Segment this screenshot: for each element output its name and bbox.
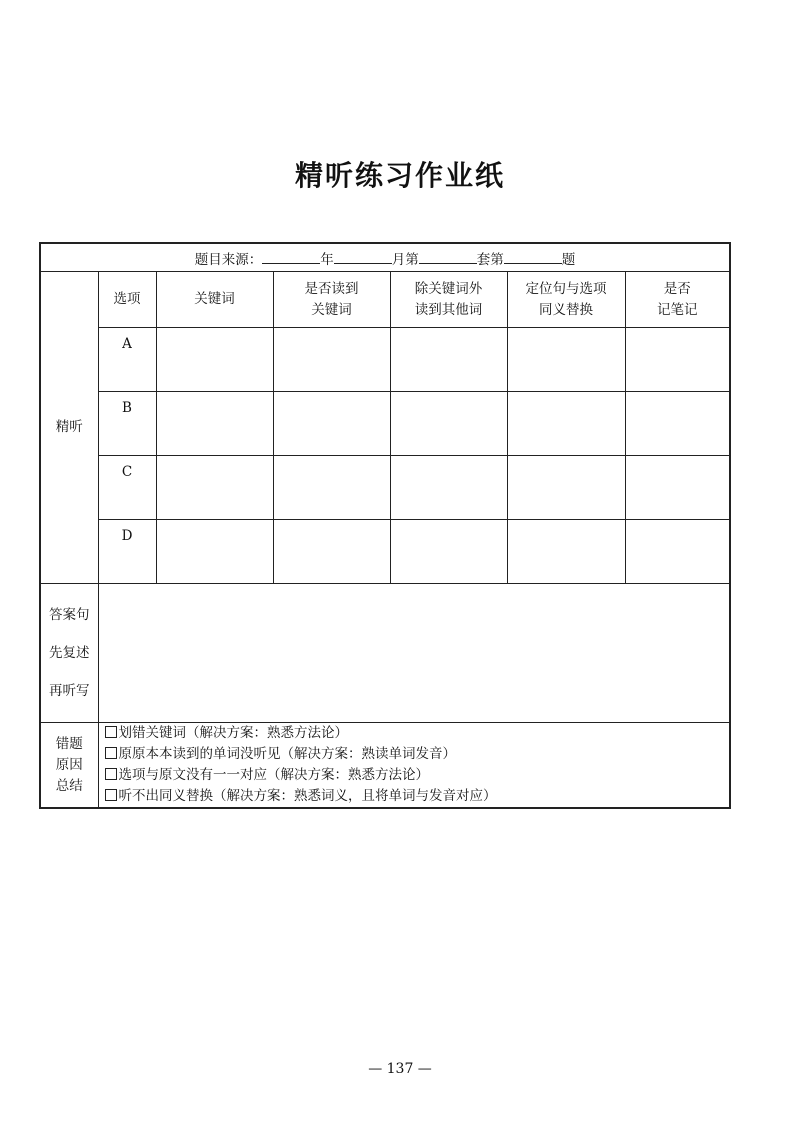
checkbox-icon[interactable] [105, 747, 117, 759]
header-other-words: 除关键词外 读到其他词 [390, 272, 507, 328]
header-option: 选项 [98, 272, 156, 328]
synonym-cell[interactable] [507, 392, 625, 456]
page-title: 精听练习作业纸 [294, 159, 505, 192]
header-synonym: 定位句与选项 同义替换 [507, 272, 625, 328]
month-set-label: 月第 [391, 251, 419, 268]
heard-keyword-cell[interactable] [273, 456, 390, 520]
heard-keyword-cell[interactable] [273, 328, 390, 392]
month-blank[interactable] [334, 251, 392, 264]
header-keyword: 关键词 [156, 272, 273, 328]
worksheet-table [39, 242, 731, 809]
page-number: — 137 — [368, 1061, 432, 1077]
checkbox-icon[interactable] [105, 768, 117, 780]
other-words-cell[interactable] [390, 520, 507, 584]
checkbox-icon[interactable] [105, 789, 117, 801]
notes-cell[interactable] [625, 328, 730, 392]
header-row [40, 272, 730, 328]
error-item[interactable]: 划错关键词（解决方案：熟悉方法论） [105, 723, 730, 744]
option-row [40, 520, 730, 584]
keyword-cell[interactable] [156, 456, 273, 520]
error-item[interactable]: 选项与原文没有一一对应（解决方案：熟悉方法论） [105, 765, 730, 786]
error-row [40, 723, 730, 809]
header-notes: 是否 记笔记 [625, 272, 730, 328]
source-row [40, 243, 730, 272]
error-item[interactable]: 听不出同义替换（解决方案：熟悉词义，且将单词与发音对应） [105, 786, 730, 807]
set-blank[interactable] [419, 251, 477, 264]
answer-label: 答案句 先复述 再听写 [40, 584, 98, 723]
item-blank[interactable] [504, 251, 562, 264]
notes-cell[interactable] [625, 520, 730, 584]
notes-cell[interactable] [625, 392, 730, 456]
synonym-cell[interactable] [507, 520, 625, 584]
heard-keyword-cell[interactable] [273, 520, 390, 584]
option-row [40, 456, 730, 520]
header-heard-keyword: 是否读到 关键词 [273, 272, 390, 328]
keyword-cell[interactable] [156, 328, 273, 392]
option-row [40, 392, 730, 456]
year-label: 年 [320, 251, 334, 268]
error-label: 错题 原因 总结 [40, 723, 98, 809]
answer-row [40, 584, 730, 723]
set-item-label: 套第 [476, 251, 504, 268]
option-letter: D [98, 520, 156, 584]
keyword-cell[interactable] [156, 392, 273, 456]
other-words-cell[interactable] [390, 392, 507, 456]
source-label: 题目来源： [194, 251, 263, 268]
checkbox-icon[interactable] [105, 726, 117, 738]
answer-area[interactable] [98, 584, 730, 723]
heard-keyword-cell[interactable] [273, 392, 390, 456]
source-line [40, 243, 730, 272]
item-label: 题 [561, 251, 576, 268]
synonym-cell[interactable] [507, 456, 625, 520]
option-letter: B [98, 392, 156, 456]
notes-cell[interactable] [625, 456, 730, 520]
error-items [98, 723, 730, 809]
other-words-cell[interactable] [390, 328, 507, 392]
section-label: 精听 [40, 272, 98, 584]
error-item[interactable]: 原原本本读到的单词没听见（解决方案：熟读单词发音） [105, 744, 730, 765]
option-letter: A [98, 328, 156, 392]
option-letter: C [98, 456, 156, 520]
keyword-cell[interactable] [156, 520, 273, 584]
synonym-cell[interactable] [507, 328, 625, 392]
option-row [40, 328, 730, 392]
other-words-cell[interactable] [390, 456, 507, 520]
year-blank[interactable] [262, 251, 320, 264]
